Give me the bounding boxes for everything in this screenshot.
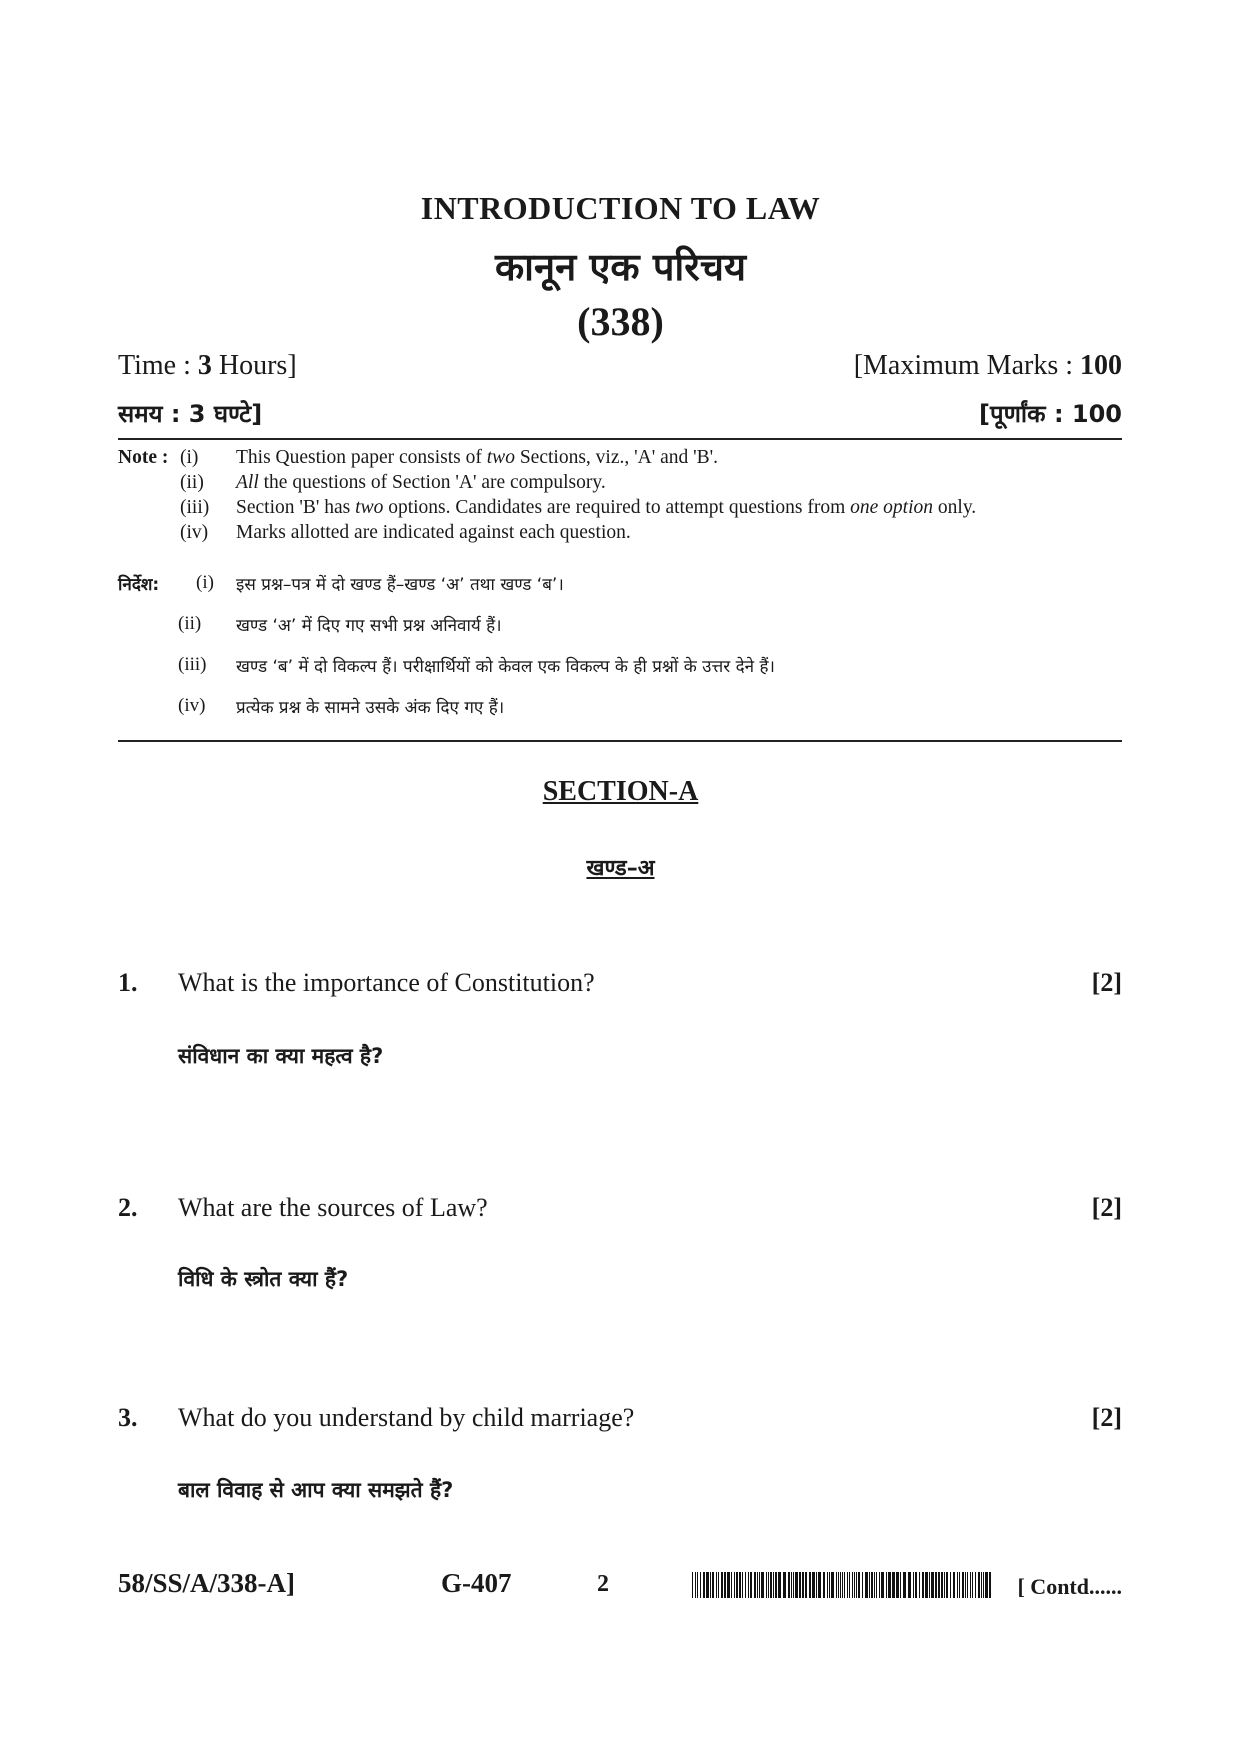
time-unit: Hours]: [211, 350, 297, 381]
nirdesh-label: निर्देश:: [118, 575, 160, 595]
question-text-hindi: बाल विवाह से आप क्या समझते हैं?: [178, 1478, 454, 1502]
question-marks: [2]: [1091, 1193, 1122, 1222]
paper-code: 58/SS/A/338-A]: [118, 1568, 296, 1598]
question-number: 3.: [118, 1403, 138, 1432]
nirdesh-text: खण्ड ‘ब’ में दो विकल्प हैं। परीक्षार्थियों को केवल एक विकल्प के ही प्रश्नों के उत्तर देने हैं।: [236, 657, 775, 677]
divider-bottom: [118, 740, 1122, 742]
question-text: What is the importance of Constitution?: [178, 968, 595, 997]
marks-line: [854, 350, 1122, 382]
page-number: 2: [597, 1571, 609, 1597]
nirdesh-item: [118, 613, 1122, 641]
nirdesh-text: प्रत्येक प्रश्न के सामने उसके अंक दिए गए हैं।: [236, 698, 505, 718]
marks-hindi: [पूर्णांक : 100: [978, 400, 1122, 428]
note-num: (ii): [180, 472, 204, 493]
note-item: [118, 520, 1122, 545]
nirdesh-num: (ii): [178, 613, 202, 634]
marks-label: [Maximum Marks :: [853, 350, 1080, 381]
note-text: All the questions of Section 'A' are compulsory.: [236, 472, 606, 493]
note-text: This Question paper consists of two Sections, viz., 'A' and 'B'.: [236, 447, 719, 468]
question-text-hindi: विधि के स्त्रोत क्या हैं?: [178, 1267, 349, 1291]
nirdesh-item: [118, 572, 1122, 600]
note-item: [118, 495, 1122, 520]
note-item: [118, 445, 1122, 470]
set-code: G-407: [441, 1568, 512, 1598]
time-value: 3: [197, 350, 212, 381]
marks-value: 100: [1080, 350, 1122, 381]
question-text: What are the sources of Law?: [178, 1193, 488, 1222]
nirdesh-item: [118, 654, 1122, 682]
nirdesh-num: (iii): [178, 654, 207, 675]
barcode-image: [692, 1572, 994, 1598]
nirdesh-text: इस प्रश्न–पत्र में दो खण्ड हैं–खण्ड ‘अ’ तथा खण्ड ‘ब’।: [236, 575, 564, 595]
time-hindi: समय : 3 घण्टे]: [118, 400, 263, 428]
note-num: (i): [180, 447, 199, 468]
subject-code: (338): [577, 299, 664, 344]
nirdesh-text: खण्ड ‘अ’ में दिए गए सभी प्रश्न अनिवार्य हैं।: [236, 616, 502, 636]
note-num: (iii): [180, 497, 210, 518]
contd-label: [ Contd......: [1017, 1574, 1122, 1599]
section-heading: SECTION-A: [542, 776, 699, 807]
question-number: 2.: [118, 1193, 138, 1222]
paper-title-hindi: कानून एक परिचय: [494, 245, 746, 289]
note-label: Note :: [118, 447, 169, 468]
time-label: Time :: [118, 350, 198, 381]
time-line: [118, 350, 297, 382]
note-text: Marks allotted are indicated against each question.: [236, 522, 631, 543]
question-text: What do you understand by child marriage?: [178, 1403, 635, 1432]
note-num: (iv): [180, 522, 209, 543]
question-marks: [2]: [1091, 968, 1122, 997]
nirdesh-item: [118, 695, 1122, 723]
section-heading-hindi: खण्ड–अ: [586, 856, 655, 881]
nirdesh-num: (iv): [178, 695, 206, 716]
note-item: [118, 470, 1122, 495]
question-marks: [2]: [1091, 1403, 1122, 1432]
question-text-hindi: संविधान का क्या महत्व है?: [178, 1044, 384, 1068]
nirdesh-num: (i): [196, 572, 214, 593]
divider-top: [118, 438, 1122, 440]
note-text: Section 'B' has two options. Candidates are required to attempt questions from one option only.: [236, 497, 977, 518]
paper-title: INTRODUCTION TO LAW: [420, 190, 821, 226]
question-number: 1.: [118, 968, 138, 997]
